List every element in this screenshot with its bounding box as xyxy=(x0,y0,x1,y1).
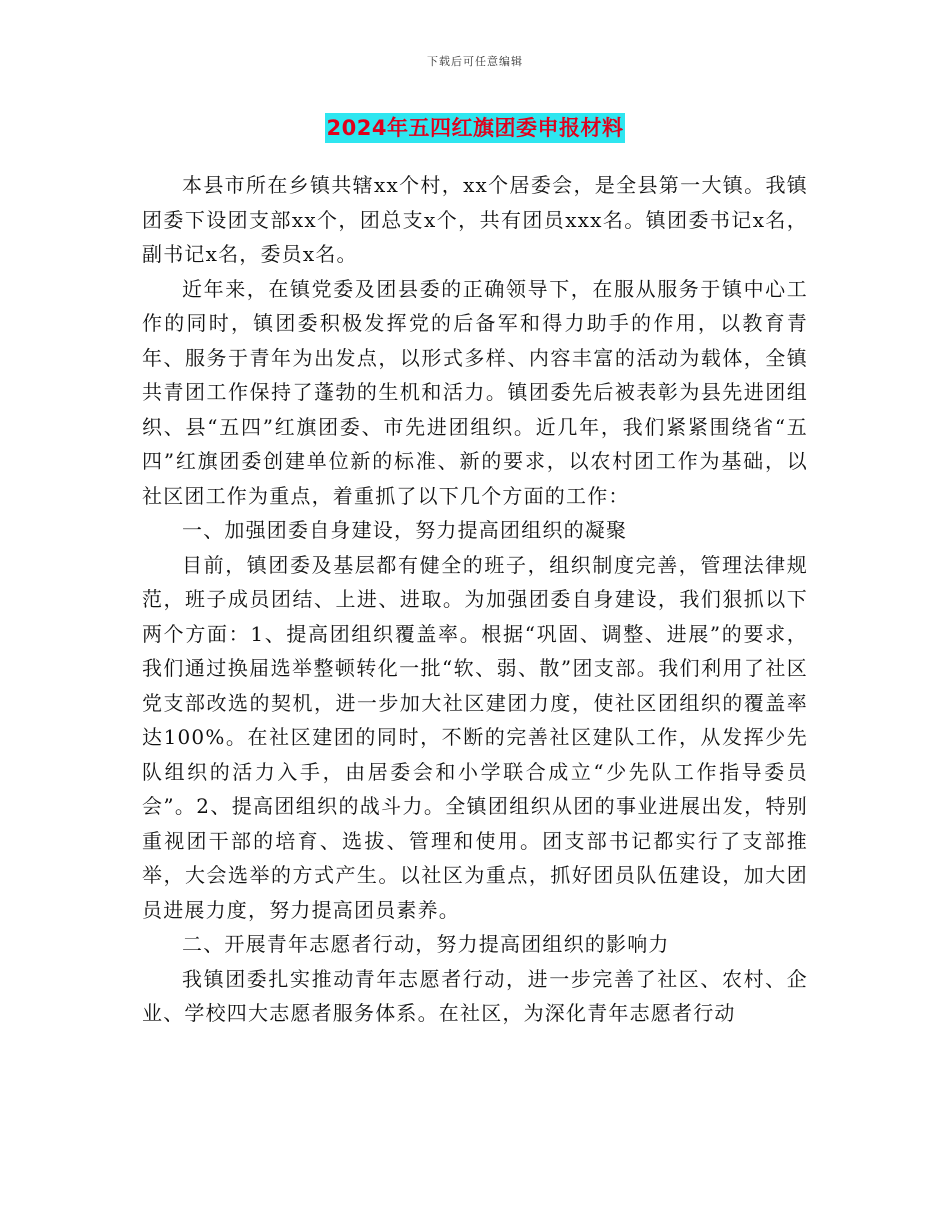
title-container xyxy=(0,113,950,143)
paragraph-section-1: 目前，镇团委及基层都有健全的班子，组织制度完善，管理法律规范，班子成员团结、上进、进取。为加强团委自身建设，我们狠抓以下两个方面：1、提高团组织覆盖率。根据“巩固、调整、进展”的要求，我们通过换届选举整顿转化一批“软、弱、散”团支部。我们利用了社区党支部改选的契机，进一步加大社区建团力度，使社区团组织的覆盖率达100%。在社区建团的同时，不断的完善社区建队工作，从发挥少先队组织的活力入手，由居委会和小学联合成立“少先队工作指导委员会”。2、提高团组织的战斗力。全镇团组织从团的事业进展出发，特别重视团干部的培育、选拔、管理和使用。团支部书记都实行了支部推举，大会选举的方式产生。以社区为重点，抓好团员队伍建设，加大团员进展力度，努力提高团员素养。 xyxy=(142,552,808,922)
paragraph-overview: 近年来，在镇党委及团县委的正确领导下，在服从服务于镇中心工作的同时，镇团委积极发挥党的后备军和得力助手的作用，以教育青年、服务于青年为出发点，以形式多样、内容丰富的活动为载体，全镇共青团工作保持了蓬勃的生机和活力。镇团委先后被表彰为县先进团组织、县“五四”红旗团委、市先进团组织。近几年，我们紧紧围绕省“五四”红旗团委创建单位新的标准、新的要求，以农村团工作为基础，以社区团工作为重点，着重抓了以下几个方面的工作： xyxy=(142,276,808,508)
paragraph-intro: 本县市所在乡镇共辖xx个村，xx个居委会，是全县第一大镇。我镇团委下设团支部xx个，团总支x个，共有团员xxx名。镇团委书记x名，副书记x名，委员x名。 xyxy=(142,173,808,266)
paragraph-section-2: 我镇团委扎实推动青年志愿者行动，进一步完善了社区、农村、企业、学校四大志愿者服务体系。在社区，为深化青年志愿者行动 xyxy=(142,966,808,1025)
section-heading-2: 二、开展青年志愿者行动，努力提高团组织的影响力 xyxy=(182,932,670,956)
page-header-note: 下载后可任意编辑 xyxy=(427,55,523,68)
section-heading-1: 一、加强团委自身建设，努力提高团组织的凝聚 xyxy=(182,518,628,542)
document-title: 2024年五四红旗团委申报材料 xyxy=(325,113,626,143)
document-body xyxy=(142,168,808,1031)
